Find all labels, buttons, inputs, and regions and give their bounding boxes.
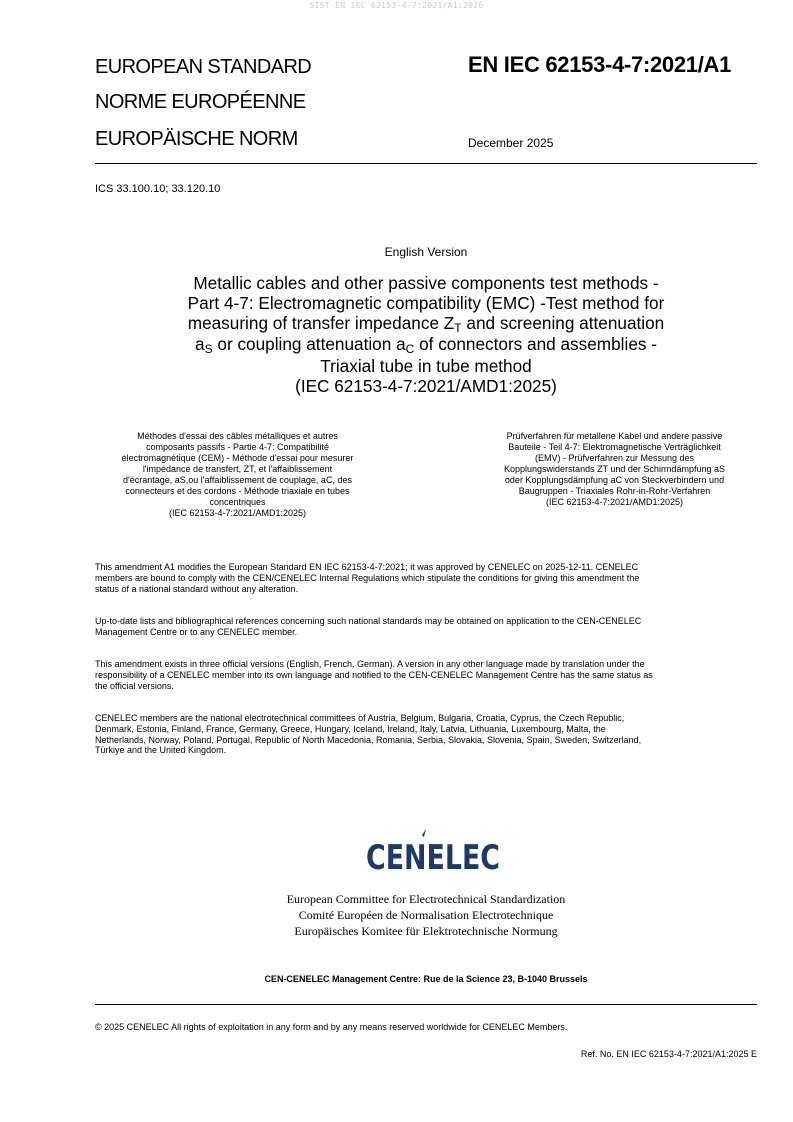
standard-name-fr: NORME EUROPÉENNE: [95, 91, 306, 113]
members-paragraph: CENELEC members are the national electrotechnical committees of Austria, Belgium, Bulgaria, Croatia, Cyprus, the Czech Republic, Denmark, Estonia, Finland, France, Germany, Greece, Hungary, Iceland, Ireland, Italy, Latvia, Lithuania, Luxembourg, Malta, the Netherlands, Norway, Poland, Portugal, Republic of North Macedonia, Romania, Serbia, Slovakia, Slovenia, Spain, Sweden, Switzerland, Türkiye and the United Kingdom.: [95, 713, 642, 756]
standard-name-en: EUROPEAN STANDARD: [95, 56, 312, 78]
references-paragraph: Up-to-date lists and bibliographical references concerning such national standards may be obtained on application to the CEN-CENELEC Management Centre or to any CENELEC member.: [95, 616, 642, 637]
title-line: Triaxial tube in tube method: [320, 356, 532, 377]
publication-date: December 2025: [468, 136, 554, 150]
svg-text:CENELEC: CENELEC: [366, 838, 500, 878]
header-divider: [95, 163, 757, 164]
approval-paragraph: This amendment A1 modifies the European Standard EN IEC 62153-4-7:2021; it was approved by CENELEC on 2025-12-11. CENELEC members are bound to comply with the CEN/CENELEC Internal Regulations which stipulate the conditions for giving this amendment the status of a national standard without any alteration.: [95, 562, 640, 594]
organization-names: European Committee for Electrotechnical Standardization Comité Européen de Normalisation Electrotechnique Europäisches Komitee für Elektrotechnische Normung: [286, 892, 566, 938]
cenelec-logo: [366, 827, 506, 882]
reference-number: Ref. No. EN IEC 62153-4-7:2021/A1:2025 E: [580, 1049, 757, 1059]
language-version: English Version: [384, 245, 468, 259]
title-line: $a_S$ or coupling attenuation $a_C$ of connectors and assemblies -: [195, 334, 657, 357]
title-german: Prüfverfahren für metallene Kabel und andere passive Bauteile - Teil 4-7: Elektromagnetische Verträglichkeit (EMV) - Prüfverfahren zur Messung des Kopplungswiderstands ZT und der Schirmdämpfung aS oder Kopplungsdämpfung aC von Steckverbindern und Baugruppen - Triaxiales Rohr-in-Rohr-Verfahren (IEC 62153-4-7:2021/AMD1:2025): [504, 431, 725, 507]
versions-paragraph: This amendment exists in three official versions (English, French, German). A version in any other language made by translation under the responsibility of a CENELEC member into its own language and notified to the CEN-CENELEC Management Centre has the same status as the official versions.: [95, 659, 653, 691]
watermark: SIST EN IEC 62153-4-7:2021/A1:2026: [309, 1, 484, 10]
title-line: (IEC 62153-4-7:2021/AMD1:2025): [295, 375, 557, 396]
title-french: Méthodes d'essai des câbles métalliques et autres composants passifs - Partie 4-7: Compatibilité électromagnétique (CEM) - Méthode d'essai pour mesurer l'impédance de transfert, ZT, et l'affaiblissement d'écrantage, aS,ou l'affaiblissement de couplage, aC, des connecteurs et des cordons - Méthode triaxiale en tubes concentriques (IEC 62153-4-7:2021/AMD1:2025): [121, 431, 354, 518]
standard-name-de: EUROPÄISCHE NORM: [95, 128, 298, 150]
footer-divider: [95, 1004, 757, 1005]
standard-reference: EN IEC 62153-4-7:2021/A1: [468, 52, 732, 77]
cenelec-logo-graphic: [366, 827, 506, 877]
title-line: measuring of transfer impedance $Z_T$ and screening attenuation: [187, 312, 665, 335]
title-line: Metallic cables and other passive components test methods -: [193, 273, 659, 293]
logo-spark: [422, 829, 426, 837]
title-line: Part 4-7: Electromagnetic compatibility (EMC) -Test method for: [187, 292, 665, 313]
management-centre-address: CEN-CENELEC Management Centre: Rue de la Science 23, B-1040 Brussels: [264, 974, 588, 984]
copyright-notice: © 2025 CENELEC All rights of exploitation in any form and by any means reserved worldwide for CENELEC Members.: [95, 1022, 568, 1032]
ics-codes: ICS 33.100.10; 33.120.10: [95, 183, 221, 195]
document-title: [95, 274, 757, 397]
